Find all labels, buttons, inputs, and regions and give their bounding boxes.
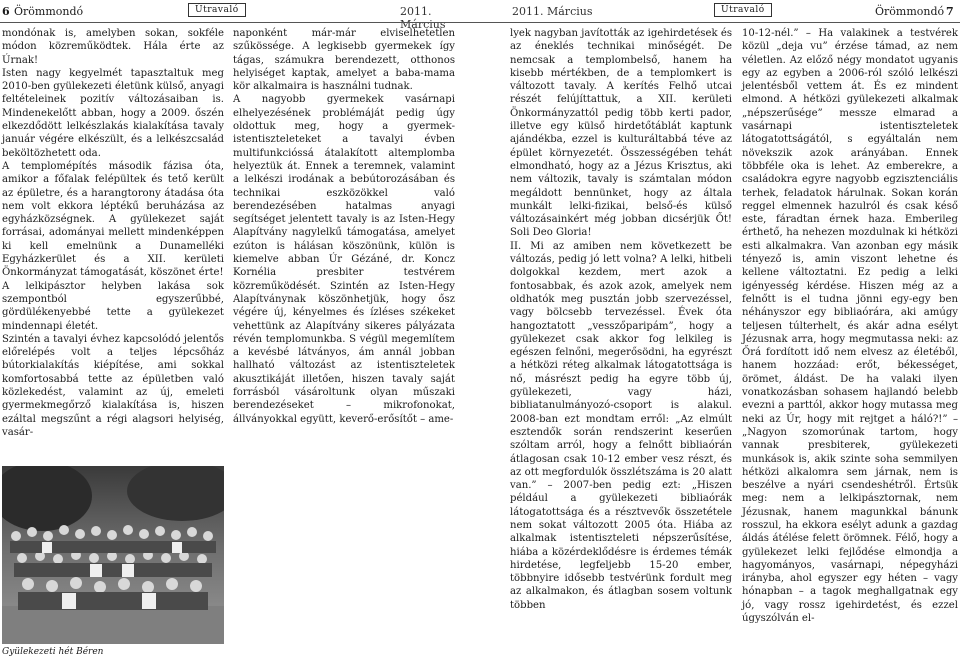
issue-date: 2011. Március: [400, 5, 446, 31]
paragraph: lyek nagyban javították az igehirdetések és az éneklés technikai minőségét. De nemcsak a templombelső, hanem ha kisebb mértékben, de a templomkert is változott tavaly. A kerítés Felhő utcai részét felújíttattuk, a XII. kerületi Önkormányzattól pedig több kerti pador, illetve egy külső hirdetőtáblát kaptunk ajándékba, ezzel is kulturáltabbá téve az épület környezetét. Összességében tehát elmondható, hogy az a Jézus Krisztus, aki nem változik, tavaly is számtalan módon megáldott bennünket, hogy az általa munkált lelki-fizikai, belső-és külső változásainkért még jobban dicsérjük Őt! Soli Deo Gloria!: [510, 28, 732, 239]
paragraph: Isten nagy kegyelmét tapasztaltuk meg 2010-ben gyülekezeti életünk külső, anyagi feltételeinek pozitív változásaiban is. Mindenekelőtt abban, hogy a 2009. őszén elkezdődött lelkészlakás kialakítása tavaly január végére elkészült, és a lelkészcsalád beköltözhetett oda.: [2, 67, 224, 159]
paragraph: A templomépítés második fázisa óta, amikor a főfalak felépültek és tető került az épületre, és a harangtorony átadása óta nem volt ekkora léptékű beruházása az egyházközségnek. A gyülekezet saját forrásai, adományai mellett mindenképpen ki kell emelnünk a Dunamelléki Egyházkerület és a XII. kerületi Önkormányzat támogatását, köszönet érte!: [2, 160, 224, 279]
section-label: Útravaló: [195, 5, 239, 15]
left-page-number: 6: [2, 5, 10, 18]
right-page-header: [480, 0, 960, 22]
paragraph: A lelkipásztor helyben lakása sok szempontból egyszerűbbé, gördülékenyebbé tette a gyülekezet mindennapi életét.: [2, 280, 224, 332]
right-page-number: 7: [946, 5, 954, 18]
paragraph: naponként már-már elviselhetetlen szűkössége. A legkisebb gyermekek így tágas, számukra berendezett, otthonos helyiséget kaptak, amelyet a baba-mama kör alkalmaira is használni tudnak.: [233, 28, 455, 93]
section-box: [188, 3, 246, 17]
group-photo-image: [2, 466, 224, 644]
photo-caption: Gyülekezeti hét Béren: [2, 647, 104, 657]
paragraph: mondónak is, amelyben sokan, sokféle módon közreműködtek. Hála érte az Úrnak!: [2, 28, 224, 66]
header-rule: [480, 22, 960, 23]
right-column-1: [510, 27, 732, 612]
left-column-1: [2, 27, 224, 439]
header-rule: [0, 22, 480, 23]
paragraph: Szintén a tavalyi évhez kapcsolódó jelentős előrelépés volt a teljes lépcsőház bútorkialakítás kiépítése, ami sokkal komfortosabbá tette az épületben való közlekedést, valamint az új, emeleti gyermekmegőrző kialakítása is, hiszen ezáltal megszűnt a régi alagsori helyiség, vasár-: [2, 333, 224, 438]
right-page: [480, 0, 960, 660]
paragraph: II. Mi az amiben nem következett be változás, pedig jó lett volna? A lelki, hitbeli dolgokkal kezdem, mert azok a fontosabbak, és azok azok, amelyek nem oldhatók meg pusztán jobb szervezéssel, vagy bölcsebb tervezéssel. Évek óta hangoztatott „vesszőparipám”, hogy a gyülekezet csak akkor fog lelkileg is egészen felnőni, megerősödni, ha egyrészt a hétközi réteg alkalmak látogatottsága is nő, másrészt pedig ha egyre több új, gyülekezeti, vagy házi, bibliatanulmányozó-csoport is alakul. 2008-ban ezt mondtam erről: „Az elmúlt esztendők során rendszerint keserűen szóltam arról, hogy a felnőtt bibliaórán átlagosan csak 10-12 ember vesz részt, és az ott megfordulók összlétszáma is 20 alatt van.” – 2007-ben pedig ezt: „Hiszen például a gyülekezeti bibliaórák látogatottsága és a résztvevők összetétele nem sokat változott 2005 óta. Hiába az alkalmak istentiszteleti népszerűsítése, hiába a közérdeklődésre is érdemes témák hirdetése, legfeljebb 15-20 ember, többnyire idősebb testvérünk fordult meg az alkalmakon, és átlagban sosem voltunk többen: [510, 240, 732, 611]
group-photo: [2, 466, 224, 644]
paragraph: 10-12-nél.” – Ha valakinek a testvérek közül „deja vu” érzése támad, az nem véletlen. Az előző négy mondatot ugyanis egy az egyben a 2006-ról szóló lelkészi jelentésből vettem át. És ez mindent elmond. A hétközi gyülekezeti alkalmak „népszerűsége” messze elmarad a vasárnapi istentiszteletek látogatottságától, s egyáltalán nem növekszik azok arányában. Ennek többféle oka is lehet. Az emberekre, a családokra egyre nagyobb egzisztenciális terhek, feladatok hárulnak. Sokan korán reggel elmennek hazulról és csak késő este, fáradtan érnek haza. Emberileg érthető, ha nehezen mozdulnak ki hétközi esti alkalmakra. Van azonban egy másik tényező is, amin viszont lehetne és kellene változtatni. Ez pedig a lelki igényesség kérdése. Hiszen még az a felnőtt is el tudna jönni egy-egy ben néhányszor egy bibliaórára, aki amúgy teljesen túlterhelt, és akár adna esélyt Jézusnak arra, hogy megmutassa neki: az Őrá fordított idő nem elvesz az életéből, hanem hozzáad: erőt, békességet, örömet, áldást. De ha valaki ilyen vonatkozásban sohasem hajlandó belebb evezni a parttól, akkor hogy mutassa meg neki az Úr, hogy mit rejtget a háló?!” – „Nagyon szomorúnak tartom, hogy vannak presbiterek, gyülekezeti munkások is, akik szinte soha semmilyen hétközi alkalomra sem járnak, nem is beszélve a nyári csendeshétről. Értsük meg: nem a lelkipásztornak, nem Jézusnak, hanem magunkkal bánunk rosszul, ha ekkora esélyt adunk a gazdag áldás átélése felett örömnek. Félő, hogy a gyülekezet lelki fejlődése elmondja a hagyományos, vasárnapi, népegyházi irányba, ahol egyszer egy héten – vagy hónapban – a tagok meghallgatnak egy jó, vagy rossz igehirdetést, és ezzel úgyszólván el-: [742, 28, 958, 625]
publication-title: Örömmondó: [14, 5, 84, 18]
left-page-header: [0, 0, 480, 31]
paragraph: A nagyobb gyermekek vasárnapi elhelyezésének problémáját pedig úgy oldottuk meg, hogy a gyermek-istentiszteleteket a tavalyi évben multifunkcióssá átalakított altemplomba helyeztük át. Ennek a teremnek, valamint a lelkészi irodának a bebútorozásában és technikai eszközökkel való berendezésében hatalmas anyagi segítséget jelentett tavaly is az Isten-Hegy Alapítvány nagylelkű támogatása, amelyet ezúton is hálásan köszönünk, külön is kiemelve abban Úr Gézáné, dr. Koncz Kornélia presbiter testvérem közreműködését. Szintén az Isten-Hegy Alapítványnak köszönhetjük, hogy ősz végére új, kényelmes és ízléses székeket vehettünk az Alapítvány sikeres pályázata révén templomunkba. S végül megemlítem a kevésbé látványos, ám annál jobban hallható változást az istentiszteletek akusztikáját illetően, hiszen tavaly saját forrásból vásároltunk olyan műszaki berendezéseket – mikrofonokat, állványokkal együtt, keverő-erősítőt – ame-: [233, 94, 455, 425]
section-box: [714, 3, 772, 17]
issue-date: 2011. Március: [512, 5, 593, 18]
publication-title: Örömmondó: [875, 5, 945, 18]
right-column-2: [742, 27, 958, 625]
left-column-2: [233, 27, 455, 426]
section-label: Útravaló: [721, 5, 765, 15]
